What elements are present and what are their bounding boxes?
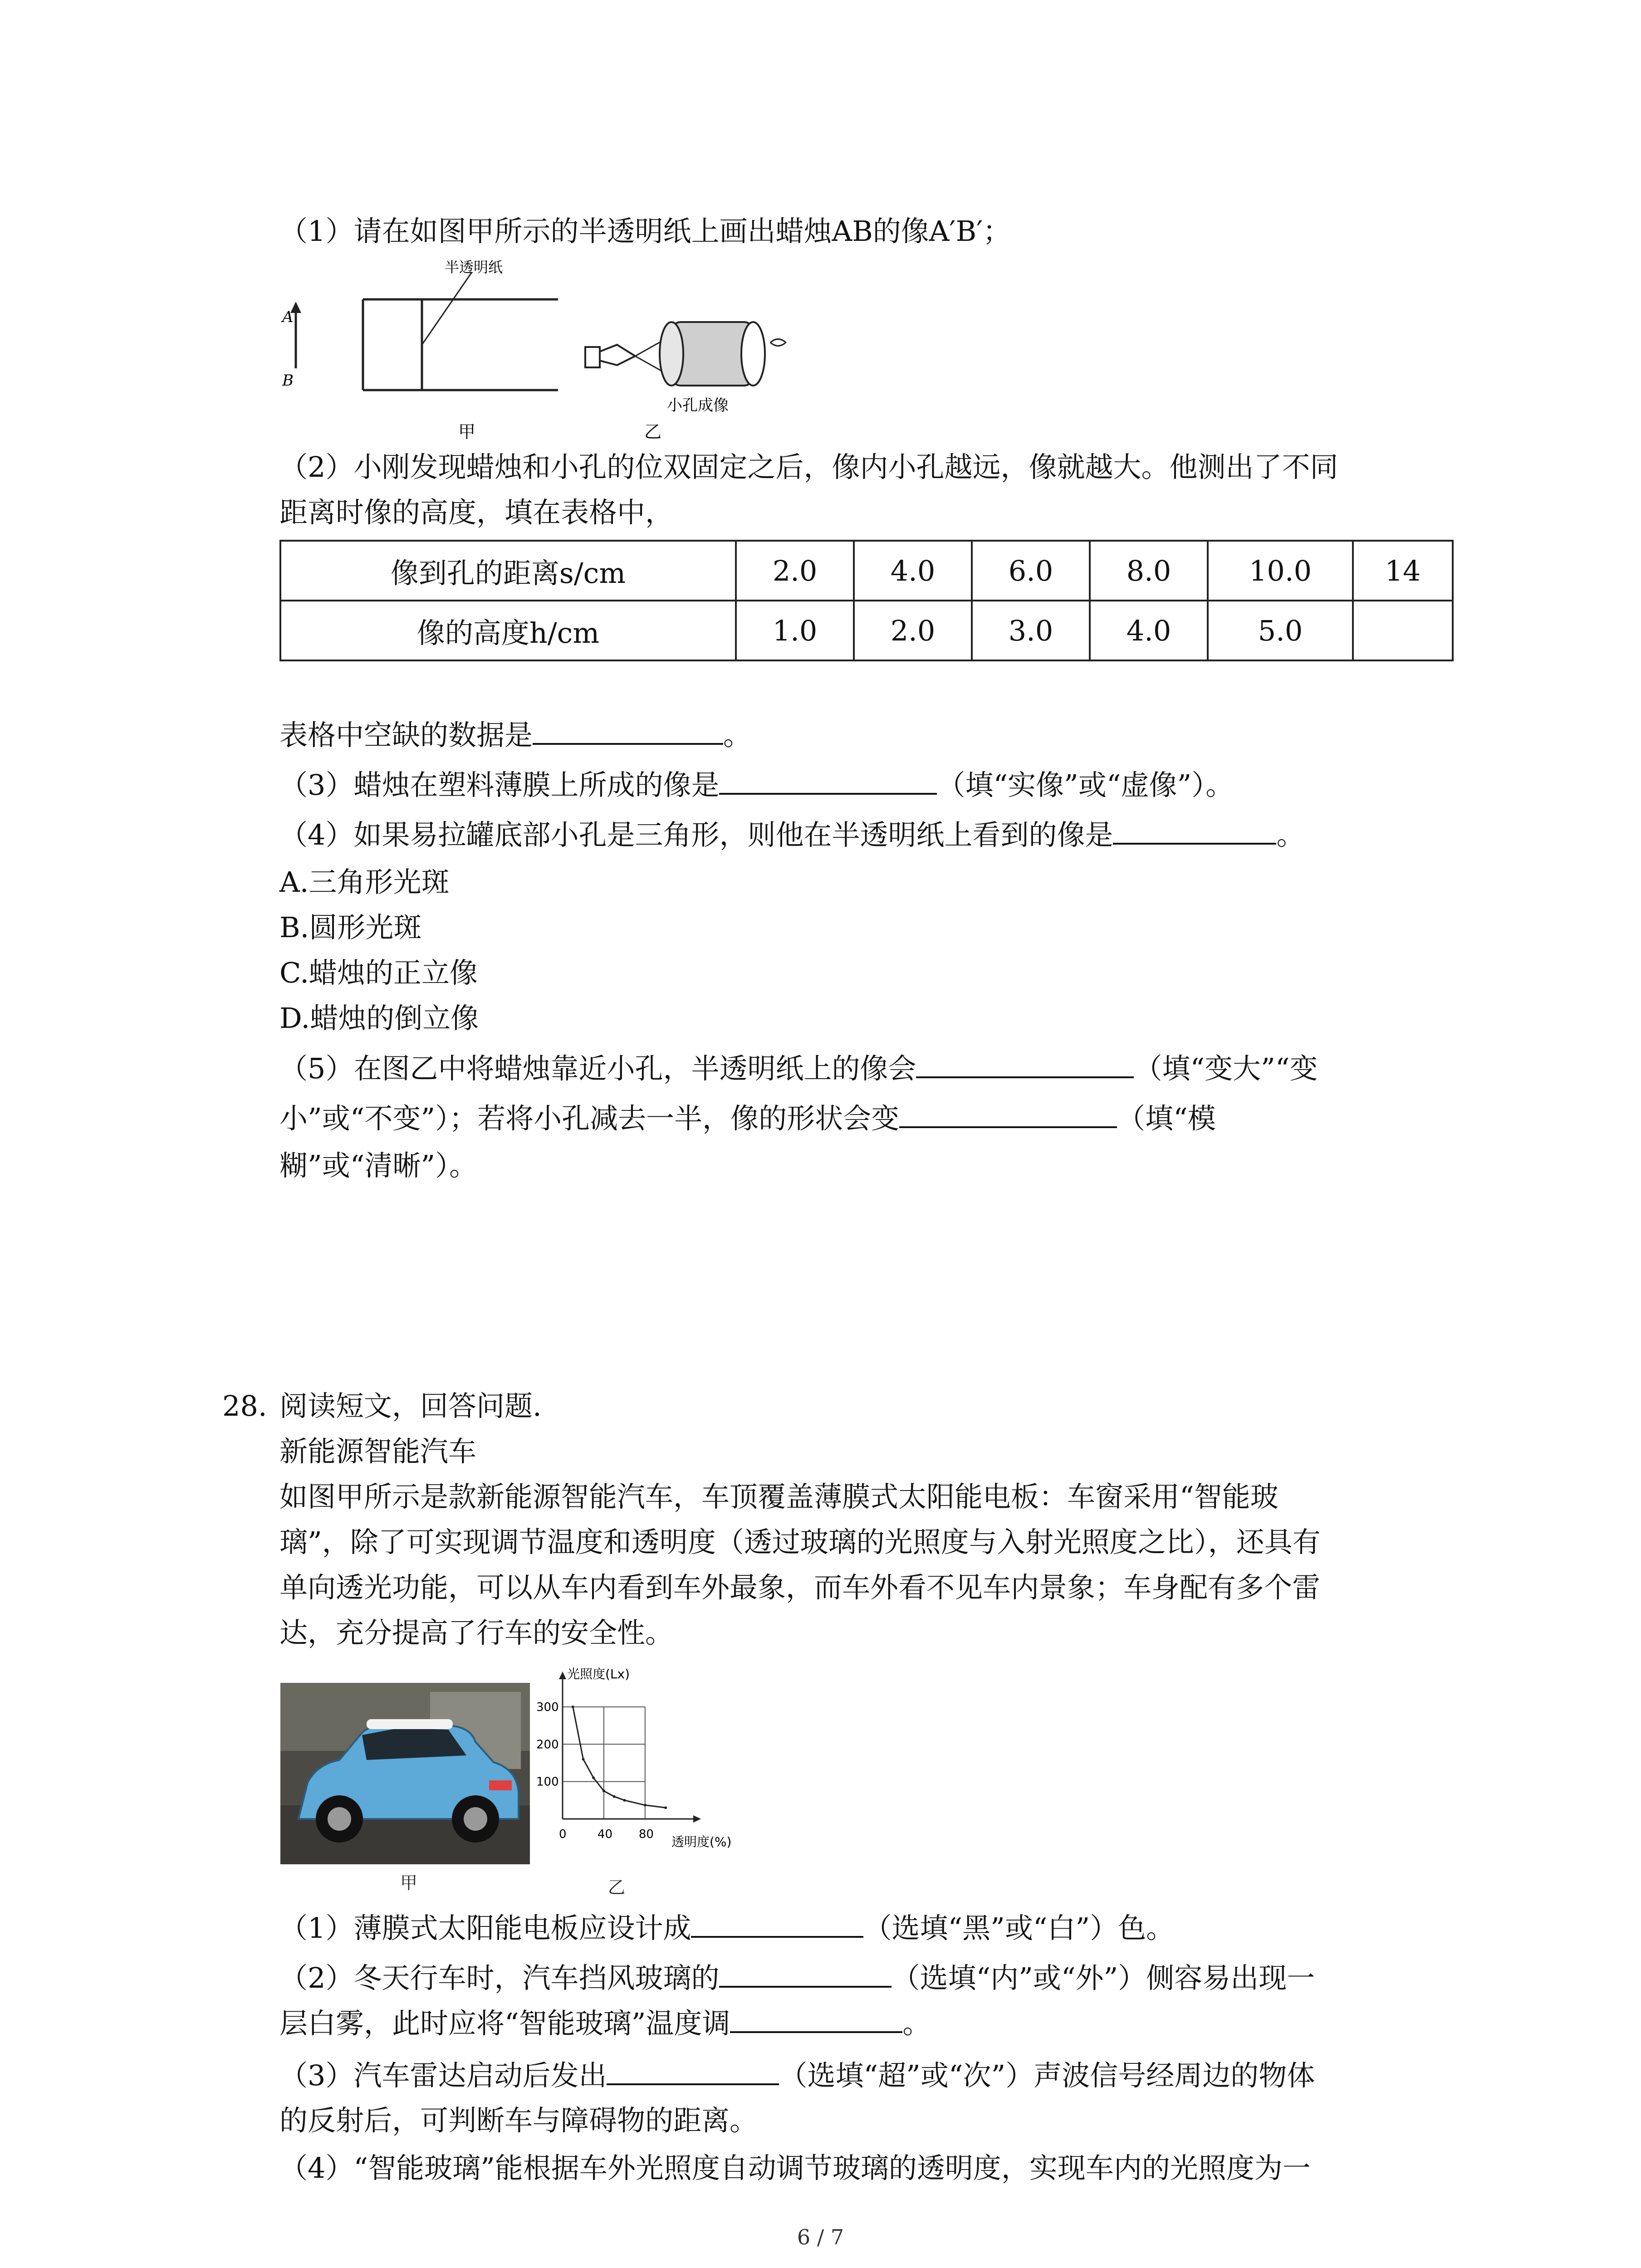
q28-subtitle: 新能源智能汽车 (279, 1435, 477, 1468)
q28-part3-line1: （3）汽车雷达启动后发出 （选填“超”或“次”）声波信号经周边的物体 (279, 2057, 1315, 2094)
table-cell: 1.0 (736, 601, 854, 660)
chart-caption-yi: 乙 (608, 1877, 626, 1897)
q27-part4: （4）如果易拉罐底部小孔是三角形，则他在半透明纸上看到的像是 。 (279, 816, 1304, 853)
table-cell: 2.0 (736, 541, 854, 601)
table-cell: 10.0 (1208, 541, 1353, 601)
illuminance-chart (522, 1665, 767, 1860)
q28-para-4: 达，充分提高了行车的安全性。 (279, 1616, 674, 1649)
q28-para-1: 如图甲所示是款新能源智能汽车，车顶覆盖薄膜式太阳能电板：车窗采用“智能玻 (279, 1480, 1279, 1513)
y-tick-label: 300 (536, 1700, 559, 1714)
answer-blank[interactable] (719, 1960, 892, 1988)
answer-blank[interactable] (730, 2005, 902, 2033)
pinhole-figure (272, 254, 817, 445)
x-axis-arrow (693, 1815, 701, 1823)
q27-part2-line1: （2）小刚发现蜡烛和小孔的位双固定之后，像内小孔越远，像就越大。他测出了不同 (279, 450, 1338, 484)
y-axis-label: 光照度(Lx) (567, 1667, 630, 1681)
x-tick-label: 40 (597, 1828, 613, 1841)
car-photo (280, 1683, 530, 1864)
data-point (644, 1804, 647, 1807)
y-tick-label: 100 (536, 1775, 559, 1789)
q27-part3: （3）蜡烛在塑料薄膜上所成的像是 （填“实像”或“虚像”）。 (279, 767, 1234, 803)
table-cell: 4.0 (854, 541, 972, 601)
q28-para-3: 单向透光功能，可以从车内看到车外最象，而车外看不见车内景象；车身配有多个雷 (279, 1571, 1321, 1604)
translucent-label: 半透明纸 (445, 259, 503, 276)
table-row (280, 541, 1453, 601)
table-header-distance: 像到孔的距离s/cm (280, 541, 736, 601)
measurement-table (279, 540, 1454, 661)
option-c[interactable]: C.蜡烛的正立像 (279, 956, 478, 989)
eye-icon (770, 339, 786, 346)
option-d[interactable]: D.蜡烛的倒立像 (279, 1002, 479, 1035)
pinhole-label: 小孔成像 (667, 396, 729, 415)
table-row (280, 601, 1453, 660)
q28-para-2: 璃”，除了可实现调节温度和透明度（透过玻璃的光照度与入射光照度之比），还具有 (279, 1525, 1321, 1559)
table-cell: 4.0 (1090, 601, 1208, 660)
q28-part3-line2: 的反射后，可判断车与障碍物的距离。 (279, 2104, 758, 2137)
table-cell: 14 (1353, 541, 1453, 601)
data-point (603, 1789, 605, 1792)
answer-blank[interactable] (607, 2057, 779, 2085)
q28-number: 28. (222, 1389, 267, 1422)
data-point (592, 1776, 595, 1779)
data-curve (573, 1707, 666, 1808)
q28-part1: （1）薄膜式太阳能电板应设计成 （选填“黑”或“白”）色。 (279, 1910, 1174, 1946)
point-b-label: B (282, 371, 294, 390)
answer-blank[interactable] (1113, 816, 1276, 845)
page-number: 6 / 7 (797, 2225, 844, 2249)
q27-part5-line2: 小”或“不变”）；若将小孔减去一半，像的形状会变 （填“模 (279, 1100, 1216, 1137)
data-point (582, 1758, 584, 1760)
q27-part5-line1: （5）在图乙中将蜡烛靠近小孔，半透明纸上的像会 （填“变大”“变 (279, 1050, 1318, 1087)
q27-part2-line2: 距离时像的高度，填在表格中， (279, 496, 674, 529)
table-cell: 5.0 (1208, 601, 1353, 660)
option-a[interactable]: A.三角形光斑 (279, 865, 450, 899)
caption-jia: 甲 (458, 422, 476, 442)
table-cell: 2.0 (854, 601, 972, 660)
x-axis-label: 透明度(%) (671, 1834, 732, 1849)
data-point (664, 1806, 667, 1809)
point-a-label: A (282, 308, 294, 326)
q28-part4-line1: （4）“智能玻璃”能根据车外光照度自动调节玻璃的透明度，实现车内的光照度为一 (279, 2151, 1311, 2185)
y-tick-label: 200 (536, 1738, 559, 1752)
caption-yi: 乙 (644, 422, 662, 442)
q27-table-blank: 表格中空缺的数据是 。 (279, 717, 751, 753)
q28-part2-line2: 层白雾，此时应将“智能玻璃”温度调 。 (279, 2005, 931, 2042)
car-caption-jia: 甲 (400, 1873, 418, 1893)
table-header-height: 像的高度h/cm (280, 601, 736, 660)
table-cell: 3.0 (972, 601, 1090, 660)
answer-blank[interactable] (691, 1910, 863, 1938)
answer-blank[interactable] (899, 1100, 1117, 1128)
data-point (572, 1706, 574, 1708)
data-point (623, 1799, 626, 1802)
answer-blank[interactable] (719, 767, 937, 795)
data-point (613, 1795, 616, 1798)
q27-part1: （1）请在如图甲所示的半透明纸上画出蜡烛AB的像A′B′； (279, 215, 1011, 248)
y-axis-arrow (559, 1672, 566, 1679)
x-tick-label: 0 (559, 1828, 567, 1841)
table-cell: 6.0 (972, 541, 1090, 601)
table-cell: 8.0 (1090, 541, 1208, 601)
answer-blank[interactable] (533, 717, 723, 745)
answer-blank[interactable] (916, 1050, 1134, 1078)
q27-part5-line3: 糊”或“清晰”）。 (279, 1149, 478, 1182)
table-cell-missing[interactable] (1353, 601, 1453, 660)
x-tick-label: 80 (638, 1828, 654, 1841)
q28-title: 阅读短文，回答问题. (279, 1389, 542, 1422)
q28-part2-line1: （2）冬天行车时，汽车挡风玻璃的 （选填“内”或“外”）侧容易出现一 (279, 1960, 1315, 1996)
option-b[interactable]: B.圆形光斑 (279, 911, 422, 944)
